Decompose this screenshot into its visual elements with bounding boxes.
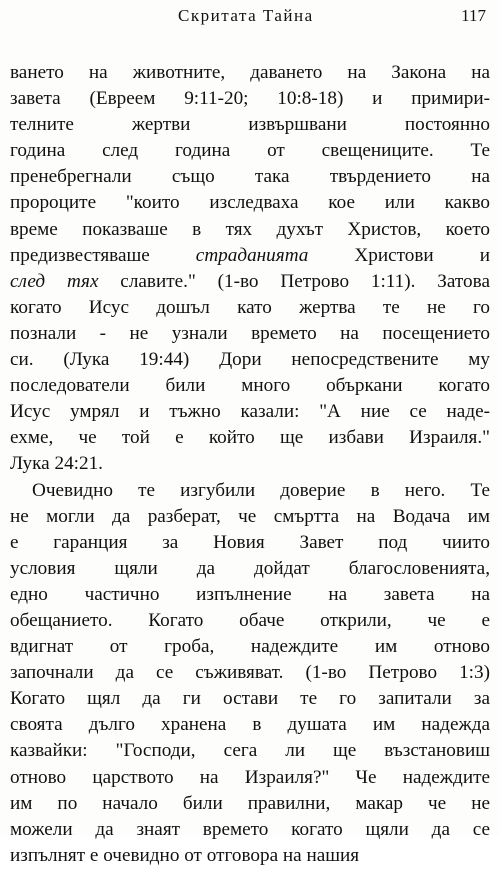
text-line xyxy=(10,295,490,321)
text-segment: завета (Евреем 9:11-20; 10:8-18) и примири- xyxy=(10,88,490,110)
text-segment: си. (Лука 19:44) Дори непосредствените му xyxy=(10,349,490,371)
text-line xyxy=(10,112,490,138)
text-line xyxy=(10,86,490,112)
text-segment: им по начало били правилни, макар че не xyxy=(10,792,490,814)
text-segment: вдигнат от гроба, надеждите им отново xyxy=(10,636,490,658)
text-line xyxy=(10,451,490,477)
body-text xyxy=(10,60,490,869)
text-segment: познали - не узнали времето на посещението xyxy=(10,322,490,344)
text-line xyxy=(10,634,490,660)
emphasized-text: след тях xyxy=(10,270,99,292)
text-line xyxy=(10,399,490,425)
text-segment: едно частично изпълнение на завета на xyxy=(10,583,490,605)
text-line xyxy=(10,243,490,269)
text-line xyxy=(10,530,490,556)
text-line xyxy=(10,686,490,712)
text-segment: Исус умрял и тъжно казали: "А ние се наде- xyxy=(10,401,490,423)
page-number: 117 xyxy=(461,6,486,25)
text-segment: Очевидно те изгубили доверие в него. Те xyxy=(32,479,490,501)
text-segment: предизвестяваше xyxy=(10,244,196,266)
running-title: Скритата Тайна xyxy=(178,6,314,25)
text-segment: започнали да се съживяват. (1-во Петрово 1:3) xyxy=(10,662,490,684)
text-line xyxy=(10,425,490,451)
text-line xyxy=(10,164,490,190)
text-line xyxy=(10,373,490,399)
text-segment: телните жертви извършвани постоянно xyxy=(10,114,490,136)
paragraph xyxy=(10,478,490,869)
text-segment: Когато щял да ги остави те го запитали за xyxy=(10,688,490,710)
text-segment: отново царството на Израиля?" Че надеждите xyxy=(10,766,490,788)
text-line xyxy=(10,60,490,86)
text-line xyxy=(10,765,490,791)
text-line xyxy=(10,738,490,764)
text-segment: ехме, че той е който ще избави Израиля." xyxy=(10,427,490,449)
text-segment: казвайки: "Господи, сега ли ще възстановиш xyxy=(10,740,490,762)
text-line xyxy=(10,190,490,216)
text-segment: е гаранция за Новия Завет под чиито xyxy=(10,531,490,553)
text-segment: Христови и xyxy=(308,244,490,266)
text-segment: време показваше в тях духът Христов, което xyxy=(10,218,490,240)
text-line xyxy=(10,817,490,843)
text-line xyxy=(10,217,490,243)
emphasized-text: страданията xyxy=(195,244,309,266)
text-segment: можели да знаят времето когато щяли да се xyxy=(10,818,490,840)
text-line xyxy=(10,347,490,373)
text-line xyxy=(10,660,490,686)
text-line xyxy=(10,321,490,347)
text-line xyxy=(10,556,490,582)
text-line xyxy=(10,791,490,817)
text-segment: Лука 24:21. xyxy=(10,453,103,475)
text-line xyxy=(10,843,490,869)
text-line xyxy=(10,712,490,738)
text-line xyxy=(10,138,490,164)
text-line xyxy=(10,582,490,608)
text-segment: пророците "които изследваха кое или какво xyxy=(10,192,490,214)
running-header xyxy=(0,6,500,30)
text-segment: когато Исус дошъл като жертва те не го xyxy=(10,296,490,318)
text-segment: условия щяли да дойдат благословенията, xyxy=(10,557,490,579)
text-line xyxy=(10,608,490,634)
text-line xyxy=(10,269,490,295)
text-segment: обещанието. Когато обаче открили, че е xyxy=(10,609,490,631)
text-segment: изпълнят е очевидно от отговора на нашия xyxy=(10,844,360,866)
text-segment: ването на животните, даването на Закона на xyxy=(10,62,490,83)
text-segment: последователи били много объркани когато xyxy=(10,375,490,397)
text-line xyxy=(10,504,490,530)
paragraph xyxy=(10,60,490,478)
text-segment: не могли да разберат, че смъртта на Водача им xyxy=(10,505,490,527)
text-segment: славите." (1-во Петрово 1:11). Затова xyxy=(98,270,490,292)
text-segment: своята дълго хранена в душата им надежда xyxy=(10,714,490,736)
text-line xyxy=(10,478,490,504)
text-segment: пренебрегнали също така твърдението на xyxy=(10,166,490,188)
text-segment: година след година от свещениците. Те xyxy=(10,140,490,162)
